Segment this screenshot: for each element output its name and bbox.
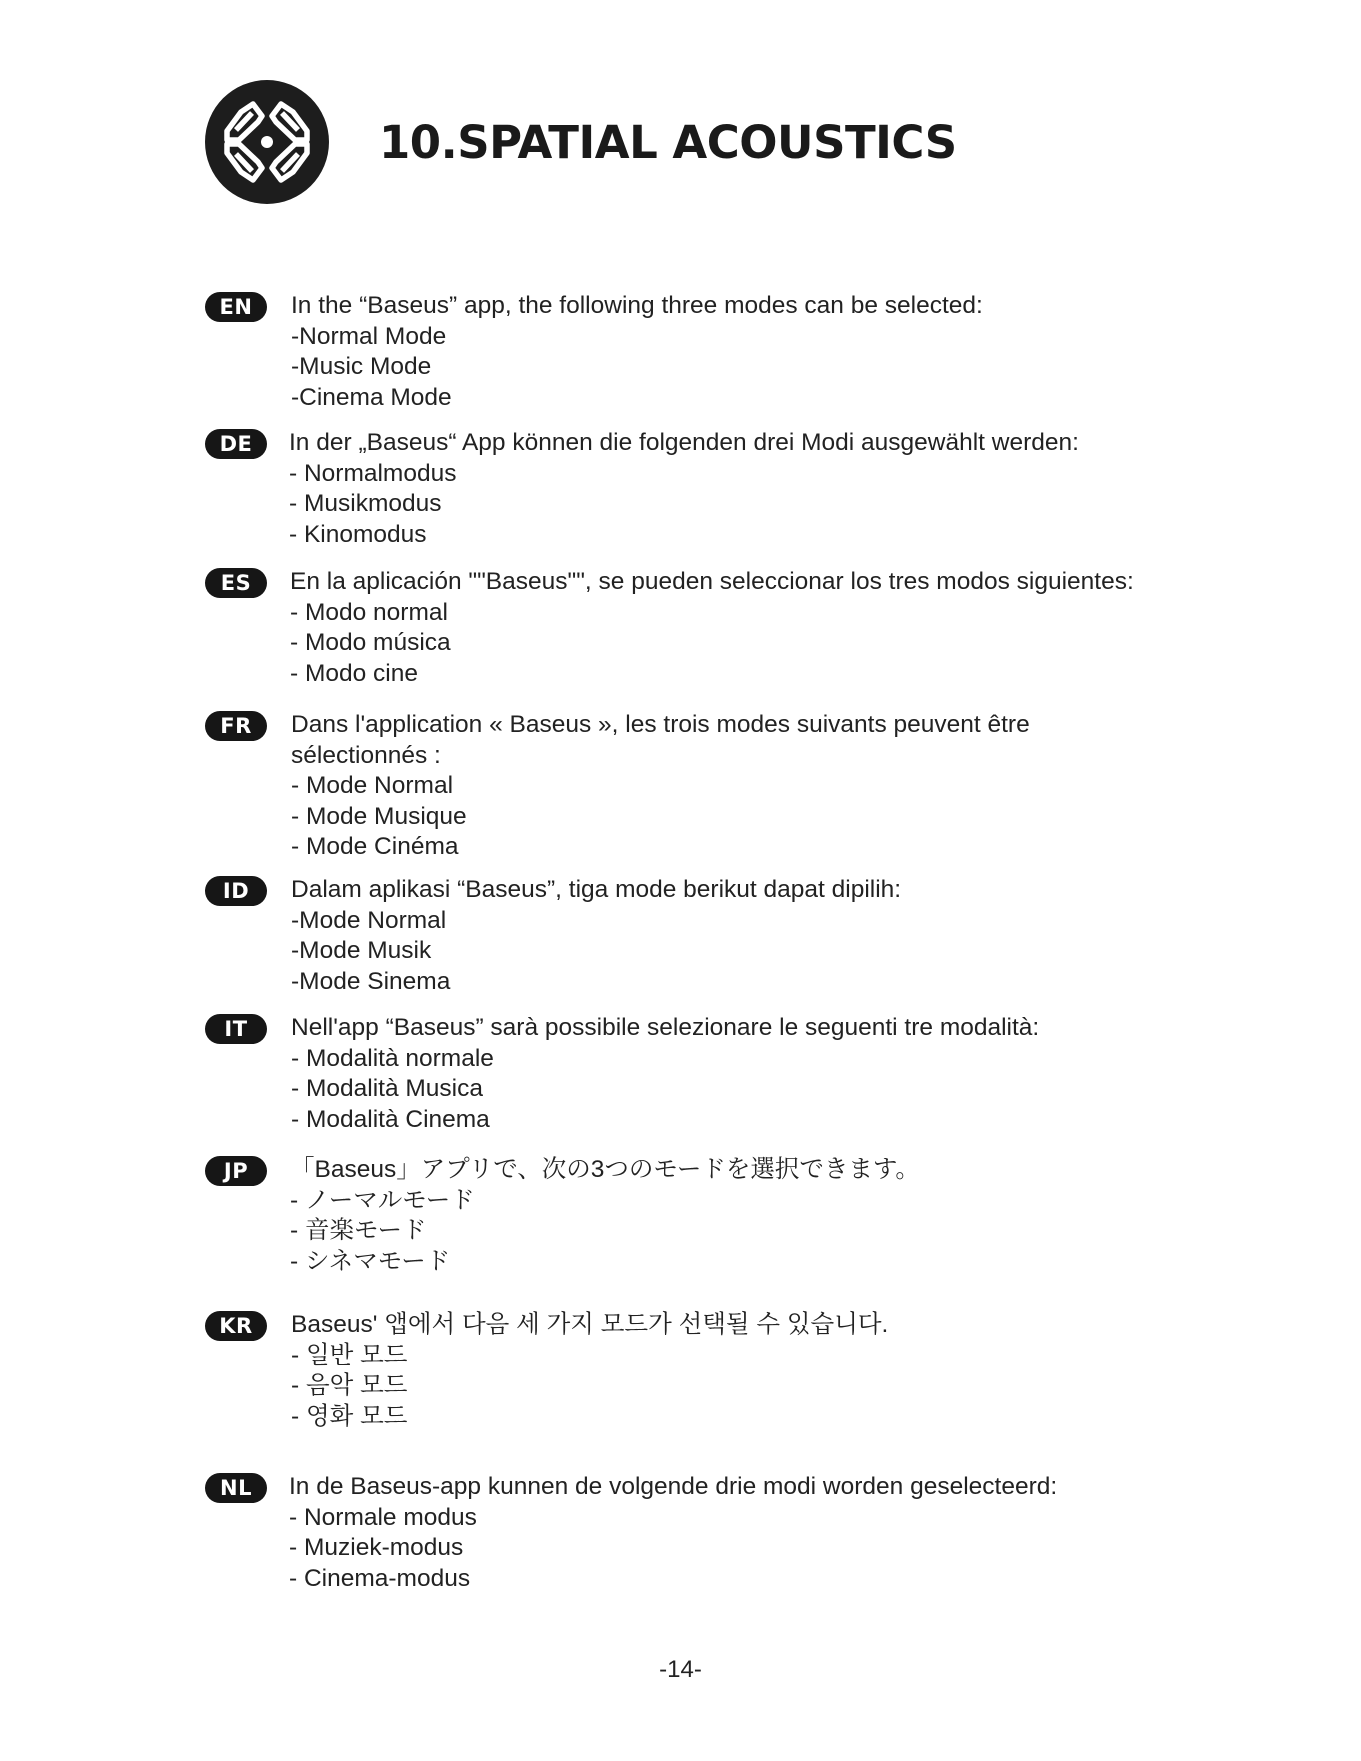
section-fr-text	[291, 710, 1071, 863]
language-badge-it: IT	[205, 1014, 267, 1044]
intro-text: Baseus' 앱에서 다음 세 가지 모드가 선택될 수 있습니다.	[291, 1311, 889, 1338]
mode-item: -Normal Mode	[291, 322, 447, 350]
mode-item: - 일반 모드	[291, 1341, 408, 1369]
mode-item: - シネマモード	[290, 1247, 451, 1275]
spatial-acoustics-icon	[205, 80, 329, 204]
mode-item: -Cinema Mode	[291, 383, 452, 411]
page-header	[205, 80, 957, 204]
section-nl-text	[289, 1472, 1209, 1594]
mode-item: - Modo normal	[290, 598, 448, 626]
mode-item: -Mode Musik	[291, 937, 432, 964]
intro-text: Dalam aplikasi “Baseus”, tiga mode berikut dapat dipilih:	[291, 876, 902, 903]
mode-item: - 音楽モード	[290, 1217, 427, 1244]
intro-text: En la aplicación ""Baseus"", se pueden seleccionar los tres modos siguientes:	[290, 568, 1134, 595]
mode-item: - Kinomodus	[289, 520, 427, 548]
mode-item: -Music Mode	[291, 353, 432, 380]
section-en-text	[291, 291, 1211, 413]
mode-item: -Mode Normal	[291, 906, 447, 934]
section-id-text	[291, 875, 1211, 997]
intro-text: In der „Baseus“ App können die folgenden drei Modi ausgewählt werden:	[289, 429, 1079, 456]
intro-text: Nell'app “Baseus” sarà possibile selezionare le seguenti tre modalità:	[291, 1014, 1040, 1041]
language-badge-es: ES	[205, 568, 267, 598]
mode-item: - 영화 모드	[291, 1402, 408, 1430]
mode-item: - Modalità Musica	[291, 1075, 483, 1102]
language-badge-nl: NL	[205, 1473, 267, 1503]
intro-text: Dans l'application « Baseus », les trois modes suivants peuvent être sélectionnés :	[291, 711, 1030, 769]
mode-item: - Mode Normal	[291, 772, 454, 799]
mode-item: - ノーマルモード	[290, 1186, 475, 1214]
section-it-text	[291, 1013, 1211, 1135]
mode-item: - Muziek-modus	[289, 1534, 464, 1561]
mode-item: - Modo cine	[290, 659, 419, 687]
intro-text: 「Baseus」アプリで、次の3つのモードを選択できます。	[290, 1156, 920, 1183]
mode-item: -Mode Sinema	[291, 967, 451, 995]
section-kr-text	[291, 1310, 1211, 1432]
language-badge-id: ID	[205, 876, 267, 906]
section-de-text	[289, 428, 1209, 550]
section-jp-text	[290, 1155, 1210, 1277]
mode-item: - Mode Cinéma	[291, 833, 459, 860]
intro-text: In de Baseus-app kunnen de volgende drie modi worden geselecteerd:	[289, 1473, 1058, 1500]
page-number: -14-	[659, 1656, 702, 1683]
language-badge-de: DE	[205, 429, 267, 459]
mode-item: - Cinema-modus	[289, 1564, 471, 1592]
intro-text: In the “Baseus” app, the following three modes can be selected:	[291, 292, 983, 319]
language-badge-fr: FR	[205, 711, 267, 741]
page-title: 10.SPATIAL ACOUSTICS	[379, 115, 957, 169]
mode-item: - Mode Musique	[291, 802, 467, 830]
mode-item: - Normalmodus	[289, 459, 457, 487]
mode-item: - 음악 모드	[291, 1372, 408, 1399]
mode-item: - Modalità Cinema	[291, 1105, 490, 1133]
mode-item: - Modalità normale	[291, 1044, 494, 1072]
language-badge-jp: JP	[205, 1156, 267, 1186]
language-badge-en: EN	[205, 292, 267, 322]
language-badge-kr: KR	[205, 1311, 267, 1341]
mode-item: - Modo música	[290, 629, 451, 656]
section-es-text	[290, 567, 1210, 689]
mode-item: - Musikmodus	[289, 490, 442, 517]
mode-item: - Normale modus	[289, 1503, 477, 1531]
